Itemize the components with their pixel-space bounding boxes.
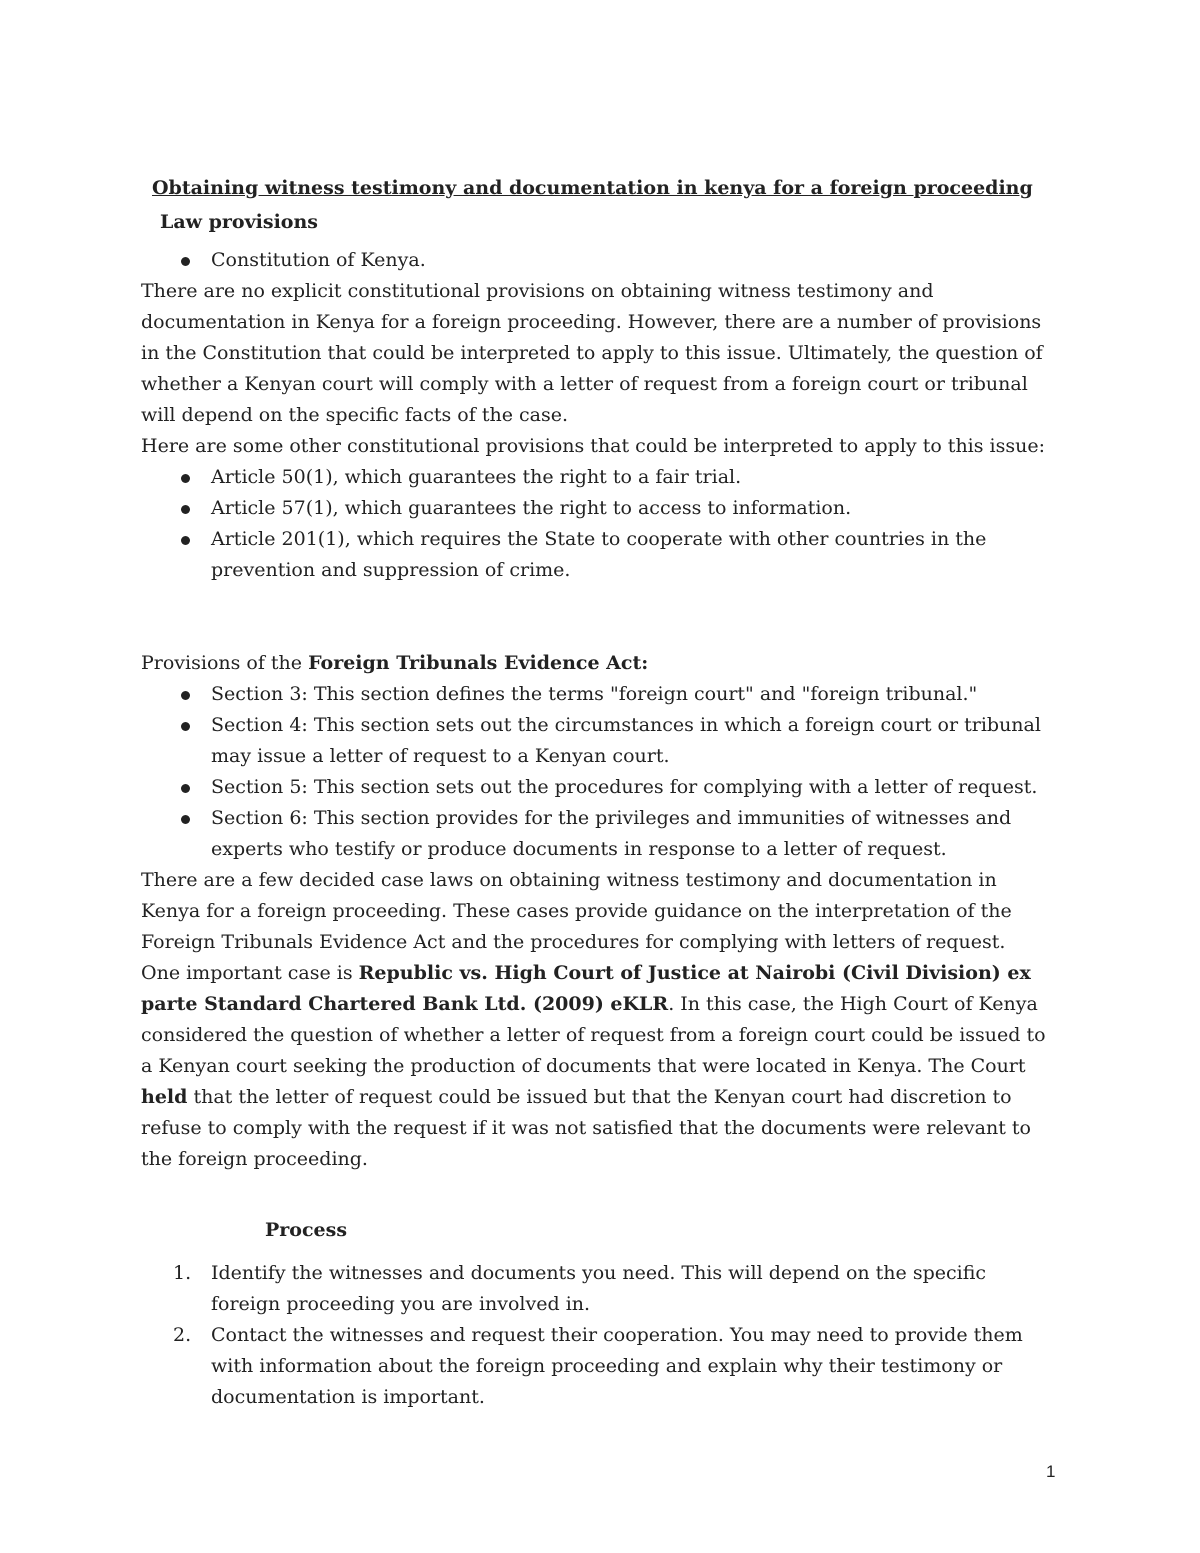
list-item: Article 201(1), which requires the State to cooperate with other countries in the prevention and suppression of crime. [141, 524, 1061, 586]
paragraph-constitution: There are no explicit constitutional provisions on obtaining witness testimony and documentation in Kenya for a foreign proceeding. However, there are a number of provisions in the Constitution that could be interpreted to apply to this issue. Ultimately, the question of whether a Kenyan court will comply with a letter of request from a foreign court or tribunal will depend on the specific facts of the case. [141, 280, 1043, 426]
list-item: Article 50(1), which guarantees the right to a fair trial. [141, 462, 1061, 493]
process-section [141, 1258, 1061, 1413]
act-intro: Provisions of the Foreign Tribunals Evidence Act: [141, 652, 649, 674]
case-name: Republic vs. High Court of Justice at Nairobi (Civil Division) ex parte Standard Chartered Bank Ltd. (2009) eKLR [141, 962, 1031, 1015]
paragraph-other-provisions: Here are some other constitutional provisions that could be interpreted to apply to this issue: [141, 435, 1046, 457]
bullet-icon [181, 505, 190, 514]
process-heading: Process [265, 1219, 348, 1241]
document-title: Obtaining witness testimony and documentation in kenya for a foreign proceeding [152, 177, 1033, 199]
list-item: Constitution of Kenya. [141, 245, 1061, 276]
act-name: Foreign Tribunals Evidence Act: [308, 652, 649, 674]
bullet-icon [181, 536, 190, 545]
list-item: Article 57(1), which guarantees the right to access to information. [141, 493, 1061, 524]
list-item: Section 4: This section sets out the circumstances in which a foreign court or tribunal may issue a letter of request to a Kenyan court. [141, 710, 1061, 772]
paragraph-important-case: One important case is Republic vs. High Court of Justice at Nairobi (Civil Division) ex parte Standard Chartered Bank Ltd. (2009) eKLR. In this case, the High Court of Kenya considered the question of whether a letter of request from a foreign court could be issued to a Kenyan court seeking the production of documents that were located in Kenya. The Court held that the letter of request could be issued but that the Kenyan court had discretion to refuse to comply with the request if it was not satisfied that the documents were relevant to the foreign proceeding. [141, 962, 1046, 1170]
list-item: Section 5: This section sets out the procedures for complying with a letter of request. [141, 772, 1061, 803]
list-item: Section 6: This section provides for the privileges and immunities of witnesses and experts who testify or produce documents in response to a letter of request. [141, 803, 1061, 865]
law-provisions-heading: Law provisions [160, 211, 318, 233]
bullet-icon [181, 722, 190, 731]
process-steps-list [141, 1258, 1061, 1413]
list-item: 1. Identify the witnesses and documents you need. This will depend on the specific foreign proceeding you are involved in. [173, 1262, 987, 1315]
bullet-icon [181, 257, 190, 266]
list-item: Section 3: This section defines the terms "foreign court" and "foreign tribunal." [141, 679, 1061, 710]
list-item: 2. Contact the witnesses and request their cooperation. You may need to provide them with information about the foreign proceeding and explain why their testimony or documentation is important. [173, 1324, 1023, 1408]
paragraph-case-laws: There are a few decided case laws on obtaining witness testimony and documentation in Kenya for a foreign proceeding. These cases provide guidance on the interpretation of the Foreign Tribunals Evidence Act and the procedures for complying with letters of request. [141, 869, 1012, 953]
held-text: held [141, 1086, 188, 1108]
page-number: 1 [1046, 1462, 1056, 1481]
constitution-list [141, 245, 1061, 276]
bullet-icon [181, 815, 190, 824]
sections-list [141, 679, 1061, 865]
bullet-icon [181, 784, 190, 793]
bullet-icon [181, 474, 190, 483]
articles-list [141, 462, 1061, 586]
document-body [141, 245, 1061, 1175]
bullet-icon [181, 691, 190, 700]
